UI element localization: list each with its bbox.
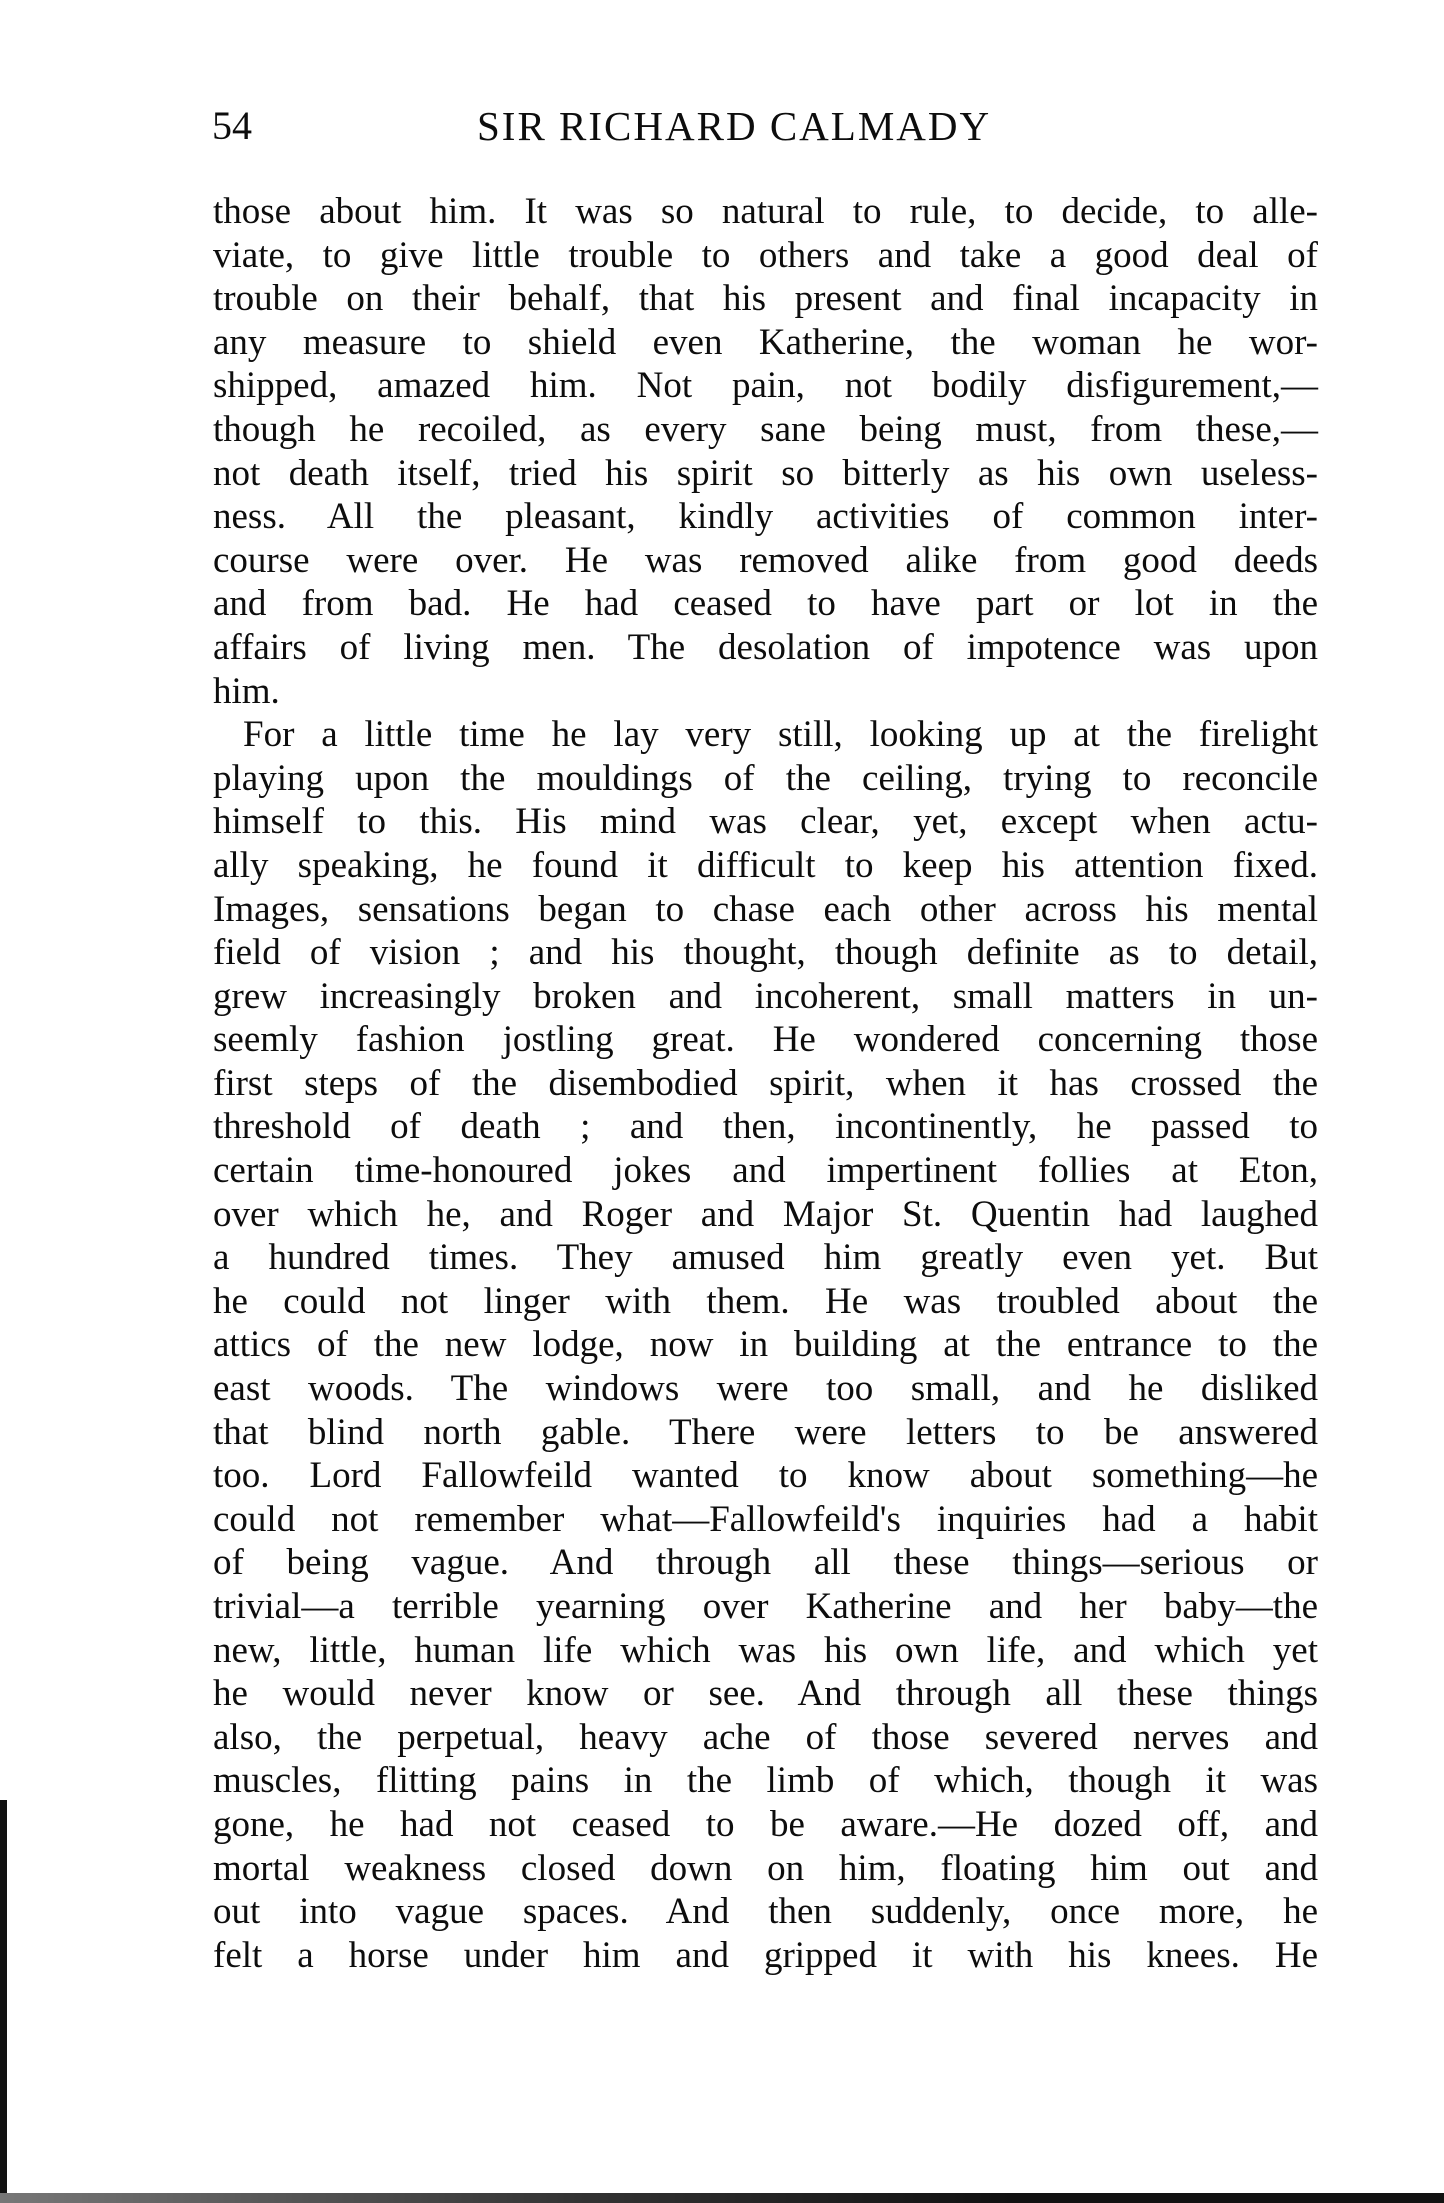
text-line: that blind north gable. There were letters to be answered — [213, 1411, 1318, 1453]
text-line: viate, to give little trouble to others and take a good deal of — [213, 234, 1318, 276]
text-line: playing upon the mouldings of the ceiling, trying to reconcile — [213, 757, 1318, 799]
text-line: a hundred times. They amused him greatly even yet. But — [213, 1237, 1318, 1279]
text-line: trouble on their behalf, that his present and final incapacity in — [213, 278, 1318, 320]
text-line: not death itself, tried his spirit so bitterly as his own useless- — [213, 452, 1318, 494]
text-line: affairs of living men. The desolation of impotence was upon — [213, 626, 1318, 668]
text-line: he could not linger with them. He was troubled about the — [213, 1280, 1318, 1322]
text-line: gone, he had not ceased to be aware.—He dozed off, and — [213, 1803, 1318, 1845]
text-line: certain time-honoured jokes and impertinent follies at Eton, — [213, 1150, 1318, 1192]
text-line: those about him. It was so natural to rule, to decide, to alle- — [213, 191, 1318, 232]
text-line: out into vague spaces. And then suddenly, once more, he — [213, 1891, 1318, 1933]
text-line: muscles, flitting pains in the limb of which, though it was — [213, 1760, 1318, 1802]
text-line: threshold of death ; and then, incontinently, he passed to — [213, 1106, 1318, 1148]
text-line: shipped, amazed him. Not pain, not bodily disfigurement,— — [213, 365, 1318, 407]
text-line: east woods. The windows were too small, and he disliked — [213, 1368, 1318, 1410]
text-line: seemly fashion jostling great. He wondered concerning those — [213, 1019, 1318, 1061]
text-line: course were over. He was removed alike from good deeds — [213, 539, 1318, 581]
text-line: though he recoiled, as every sane being must, from these,— — [213, 408, 1318, 450]
text-line: he would never know or see. And through all these things — [213, 1673, 1318, 1715]
text-line: any measure to shield even Katherine, the woman he wor- — [213, 321, 1318, 363]
page-number: 54 — [212, 103, 252, 148]
body-text — [213, 190, 1318, 1977]
paragraph-start-line: For a little time he lay very still, looking up at the firelight — [243, 714, 1318, 756]
text-line: too. Lord Fallowfeild wanted to know about something—he — [213, 1455, 1318, 1497]
text-line: himself to this. His mind was clear, yet, except when actu- — [213, 801, 1318, 843]
text-line: of being vague. And through all these things—serious or — [213, 1542, 1318, 1584]
text-line: ally speaking, he found it difficult to keep his attention fixed. — [213, 844, 1318, 886]
text-line: grew increasingly broken and incoherent, small matters in un- — [213, 975, 1318, 1017]
text-line: trivial—a terrible yearning over Katherine and her baby—the — [213, 1586, 1318, 1627]
text-line: also, the perpetual, heavy ache of those severed nerves and — [213, 1716, 1318, 1758]
text-line: new, little, human life which was his own life, and which yet — [213, 1629, 1318, 1671]
text-line: him. — [213, 670, 280, 712]
text-line: could not remember what—Fallowfeild's inquiries had a habit — [213, 1498, 1318, 1540]
text-line: ness. All the pleasant, kindly activities of common inter- — [213, 496, 1318, 538]
text-line: Images, sensations began to chase each other across his mental — [213, 888, 1318, 930]
text-line: mortal weakness closed down on him, floating him out and — [213, 1847, 1318, 1889]
text-line: field of vision ; and his thought, though definite as to detail, — [213, 932, 1318, 974]
running-head-title: SIR RICHARD CALMADY — [477, 103, 992, 149]
text-line: first steps of the disembodied spirit, when it has crossed the — [213, 1062, 1318, 1104]
text-line: over which he, and Roger and Major St. Quentin had laughed — [213, 1193, 1318, 1235]
text-line: felt a horse under him and gripped it with his knees. He — [213, 1934, 1318, 1976]
text-line: attics of the new lodge, now in building at the entrance to the — [213, 1324, 1318, 1366]
scan-edge-left — [0, 1800, 7, 2203]
text-line: and from bad. He had ceased to have part or lot in the — [213, 583, 1318, 625]
scan-edge-bottom — [0, 2193, 1444, 2203]
